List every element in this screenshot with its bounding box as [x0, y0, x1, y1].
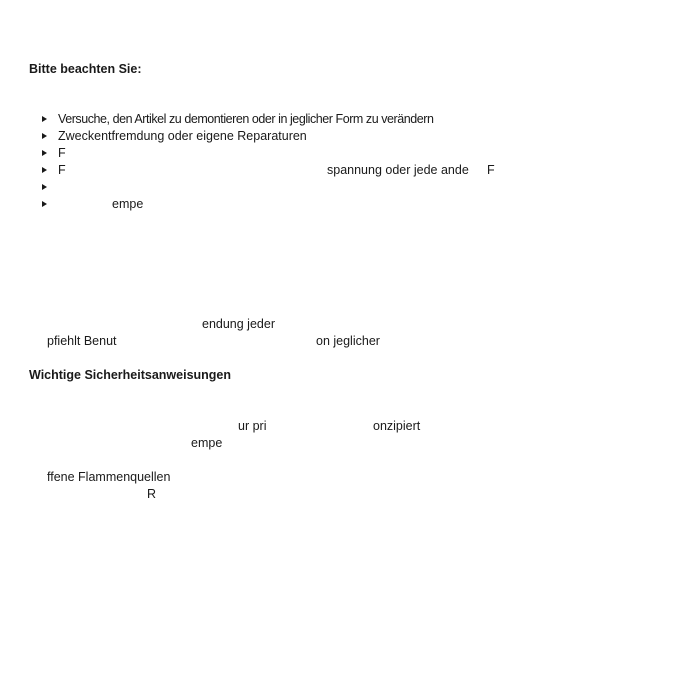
list-item-text: F — [58, 146, 66, 160]
paragraph-2-line-3: ffene Flammenquellen — [47, 470, 171, 484]
bullet-triangle-icon — [42, 116, 47, 122]
heading-bitte-beachten: Bitte beachten Sie: — [29, 62, 142, 76]
heading-sicherheitsanweisungen: Wichtige Sicherheitsanweisungen — [29, 368, 232, 382]
bullet-triangle-icon — [42, 133, 47, 139]
list-item-text: empe — [112, 197, 144, 211]
list-item-text-fragment: spannung oder jede ande — [327, 163, 469, 177]
bullet-triangle-icon — [42, 184, 47, 190]
list-item-text-fragment: F — [487, 163, 495, 177]
paragraph-2-line-2: empe — [191, 436, 223, 450]
paragraph-1-line-1: endung jeder — [202, 317, 275, 331]
list-item-text: F — [58, 163, 66, 177]
bullet-triangle-icon — [42, 201, 47, 207]
list-item-text: Versuche, den Artikel zu demontieren oder in jeglicher Form zu verändern — [58, 112, 434, 126]
paragraph-2-line-1-start: ur pri — [238, 419, 267, 433]
bullet-triangle-icon — [42, 150, 47, 156]
paragraph-2-line-4: R — [147, 487, 157, 501]
list-item-text: Zweckentfremdung oder eigene Reparaturen — [58, 129, 307, 143]
paragraph-1-line-2-end: on jeglicher — [316, 334, 380, 348]
paragraph-1-line-2-start: pfiehlt Benut — [47, 334, 117, 348]
paragraph-2-line-1-end: onzipiert — [373, 419, 421, 433]
bullet-triangle-icon — [42, 167, 47, 173]
